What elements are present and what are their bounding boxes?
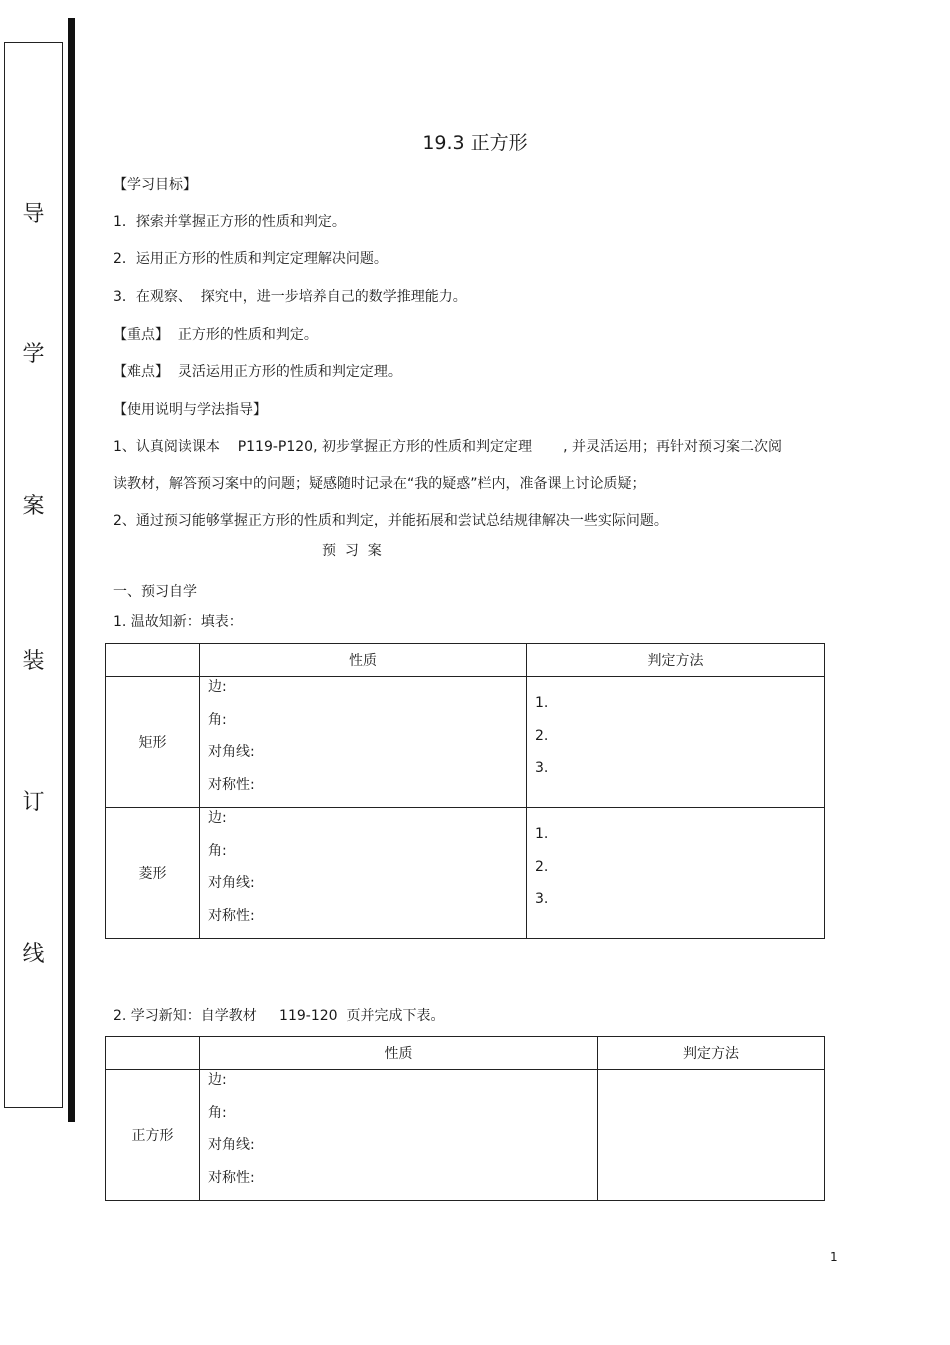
table-header-cell: 判定方法 (527, 644, 825, 677)
margin-char: 订 (22, 790, 45, 815)
objectives-heading: 【学习目标】 (113, 177, 197, 193)
guide-line: 2、通过预习能够掌握正方形的性质和判定，并能拓展和尝试总结规律解决一些实际问题。 (113, 513, 668, 529)
page-number: 1 (830, 1250, 838, 1264)
objective-item: 3．在观察、 探究中，进一步培养自己的数学推理能力。 (113, 289, 467, 305)
property-line: 边: (208, 1072, 227, 1088)
method-line: 1. (535, 695, 549, 711)
method-line: 2. (535, 858, 549, 875)
difficulty: 【难点】 灵活运用正方形的性质和判定定理。 (113, 364, 402, 380)
property-line: 对称性: (208, 776, 255, 793)
margin-char: 案 (22, 494, 45, 519)
row-label: 正方形 (106, 1070, 200, 1201)
table-header-cell: 性质 (200, 1037, 598, 1070)
table-header-cell: 判定方法 (598, 1037, 825, 1070)
row-label: 矩形 (106, 677, 200, 808)
property-line: 对称性: (208, 1169, 255, 1186)
table-header-cell (106, 1037, 200, 1070)
methods-cell[interactable] (598, 1070, 825, 1201)
property-line: 对角线: (208, 744, 255, 760)
property-line: 对角线: (208, 1137, 255, 1153)
page-title: 19.3 正方形 (422, 132, 528, 154)
objective-item: 2．运用正方形的性质和判定定理解决问题。 (113, 251, 388, 267)
new-knowledge-table (105, 1036, 825, 1201)
margin-char: 学 (22, 342, 45, 367)
guide-line: 1、认真阅读课本 P119-P120, 初步掌握正方形的性质和判定定理 , 并灵活运用；再针对预习案二次阅 (113, 439, 783, 455)
key-point: 【重点】 正方形的性质和判定。 (113, 327, 318, 343)
properties-cell[interactable] (200, 677, 527, 808)
table-row (106, 677, 825, 808)
method-line: 1. (535, 826, 549, 842)
objective-item: 1．探索并掌握正方形的性质和判定。 (113, 214, 346, 230)
properties-cell[interactable] (200, 808, 527, 939)
property-line: 角: (208, 1104, 227, 1121)
property-line: 对角线: (208, 875, 255, 891)
method-line: 2. (535, 727, 549, 744)
question-2-label: 2. 学习新知：自学教材 119-120 页并完成下表。 (113, 1008, 445, 1024)
section-title: 预 习 案 (322, 543, 382, 559)
margin-char: 线 (22, 942, 45, 967)
method-line: 3. (535, 891, 549, 907)
property-line: 角: (208, 711, 227, 728)
property-line: 边: (208, 679, 227, 695)
table-row (106, 808, 825, 939)
property-line: 对称性: (208, 907, 255, 924)
guide-line: 读教材，解答预习案中的问题；疑感随时记录在“我的疑惑”栏内，准备课上讨论质疑； (113, 476, 646, 492)
margin-char: 装 (22, 649, 45, 674)
binding-margin-box (4, 42, 63, 1108)
table-header-cell: 性质 (200, 644, 527, 677)
table-header-cell (106, 644, 200, 677)
property-line: 边: (208, 810, 227, 826)
question-1-label: 1. 温故知新：填表： (113, 614, 243, 630)
methods-cell[interactable] (527, 677, 825, 808)
margin-char: 导 (22, 202, 45, 227)
binding-bar (68, 18, 75, 1122)
review-table (105, 643, 825, 939)
property-line: 角: (208, 842, 227, 859)
method-line: 3. (535, 760, 549, 776)
table-row (106, 1070, 825, 1201)
guide-heading: 【使用说明与学法指导】 (113, 402, 267, 418)
row-label: 菱形 (106, 808, 200, 939)
properties-cell[interactable] (200, 1070, 598, 1201)
methods-cell[interactable] (527, 808, 825, 939)
part-one-heading: 一、预习自学 (113, 584, 197, 600)
